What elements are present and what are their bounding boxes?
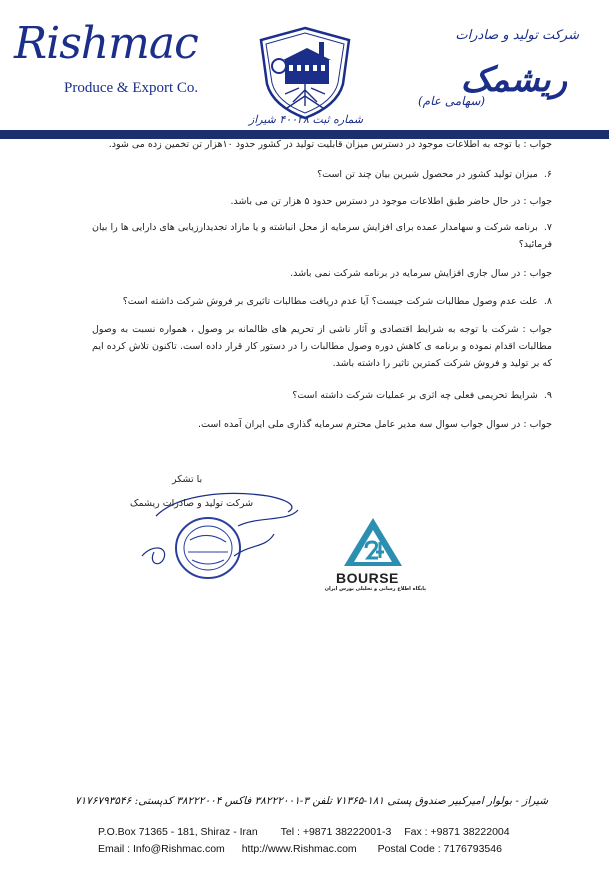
answer-5-partial: جواب : با توجه به اطلاعات موجود در دسترس میزان قابلیت تولید در کشور حدود ۱۰هزار تن تخمین زده می شود. [108, 139, 552, 150]
company-tag-fa: شرکت تولید و صادرات [455, 28, 579, 43]
company-type-fa: (سهامی عام) [418, 94, 486, 108]
bourse-wordmark: BOURSE [336, 570, 399, 586]
brand-name-latin: Rishmac [14, 18, 198, 69]
question-7 [92, 219, 552, 253]
question-number: ۹. [543, 390, 552, 401]
footer-contact-line [98, 826, 510, 838]
footer-tel: Tel : +9871 38222001-3 [280, 826, 392, 838]
question-text: برنامه شرکت و سهامدار عمده برای افزایش سرمایه از محل انباشته و یا مازاد تجدیدارزیابی های دارایی ها را بیان فرمائید؟ [92, 222, 552, 250]
question-6 [92, 166, 552, 183]
brand-subtitle-latin: Produce & Export Co. [64, 80, 199, 96]
footer-fax: Fax : +9871 38222004 [404, 826, 510, 838]
company-logo [257, 26, 353, 120]
footer-email[interactable]: Email : Info@Rishmac.com [98, 843, 225, 855]
brand-name-fa: ریشمک [460, 60, 567, 100]
registration-number: شماره ثبت ۴۰۰۳۸ شیراز [248, 113, 364, 126]
question-text: میزان تولید کشور در محصول شیرین بیان چند تن است؟ [317, 169, 538, 180]
question-8 [92, 293, 552, 310]
footer-web-line [98, 843, 502, 855]
answer-9: جواب : در سوال جواب سوال سه مدیر عامل محترم سرمایه گذاری ملی ایران آمده است. [198, 419, 552, 430]
answer-6: جواب : در حال حاضر طبق اطلاعات موجود در دسترس حدود ۵ هزار تن می باشد. [230, 196, 552, 207]
closing-thanks: با تشکر [172, 474, 203, 485]
question-number: ۶. [543, 169, 552, 180]
footer-address-fa: شیراز - بولوار امیرکبیر صندوق پستی ۱۸۱-۷۱۳۶۵ تلفن ۳-۳۸۲۲۲۰۰۱ فاکس ۳۸۲۲۲۰۰۴ کدپستی: ۷۱۷۶۷۹۳۵۴۶ [74, 795, 548, 807]
bourse-logo [342, 516, 404, 568]
footer-postal-code: Postal Code : 7176793546 [377, 843, 502, 855]
question-text: شرایط تحریمی فعلی چه اثری بر عملیات شرکت داشته است؟ [292, 390, 538, 401]
bourse-tagline: پایگاه اطلاع رسانی و تحلیلی بورس ایران [324, 586, 426, 592]
signatory-company: شرکت تولید و صادرات ریشمک [130, 498, 254, 509]
answer-7: جواب : در سال جاری افزایش سرمایه در برنامه شرکت نمی باشد. [290, 268, 552, 279]
answer-8: جواب : شرکت با توجه به شرایط اقتصادی و آثار ناشی از تحریم های ظالمانه بر وصول ، همواره نسبت به وصول مطالبات اقدام نموده و برنامه ی کاهش دوره وصول مطالبات را در دستور کار قرار داده است. تاکنون تلاش کرده ایم که بر تولید و فروش شرکت کمترین تاثیر را داشته باشد. [92, 324, 552, 369]
question-number: ۷. [543, 222, 552, 233]
question-number: ۸. [543, 296, 552, 307]
footer-website[interactable]: http://www.Rishmac.com [241, 843, 357, 855]
question-9 [92, 387, 552, 404]
footer-pobox: P.O.Box 71365 - 181, Shiraz - Iran [98, 826, 258, 838]
question-text: علت عدم وصول مطالبات شرکت جیست؟ آیا عدم دریافت مطالبات تاثیری بر فروش شرکت داشته است؟ [122, 296, 538, 307]
